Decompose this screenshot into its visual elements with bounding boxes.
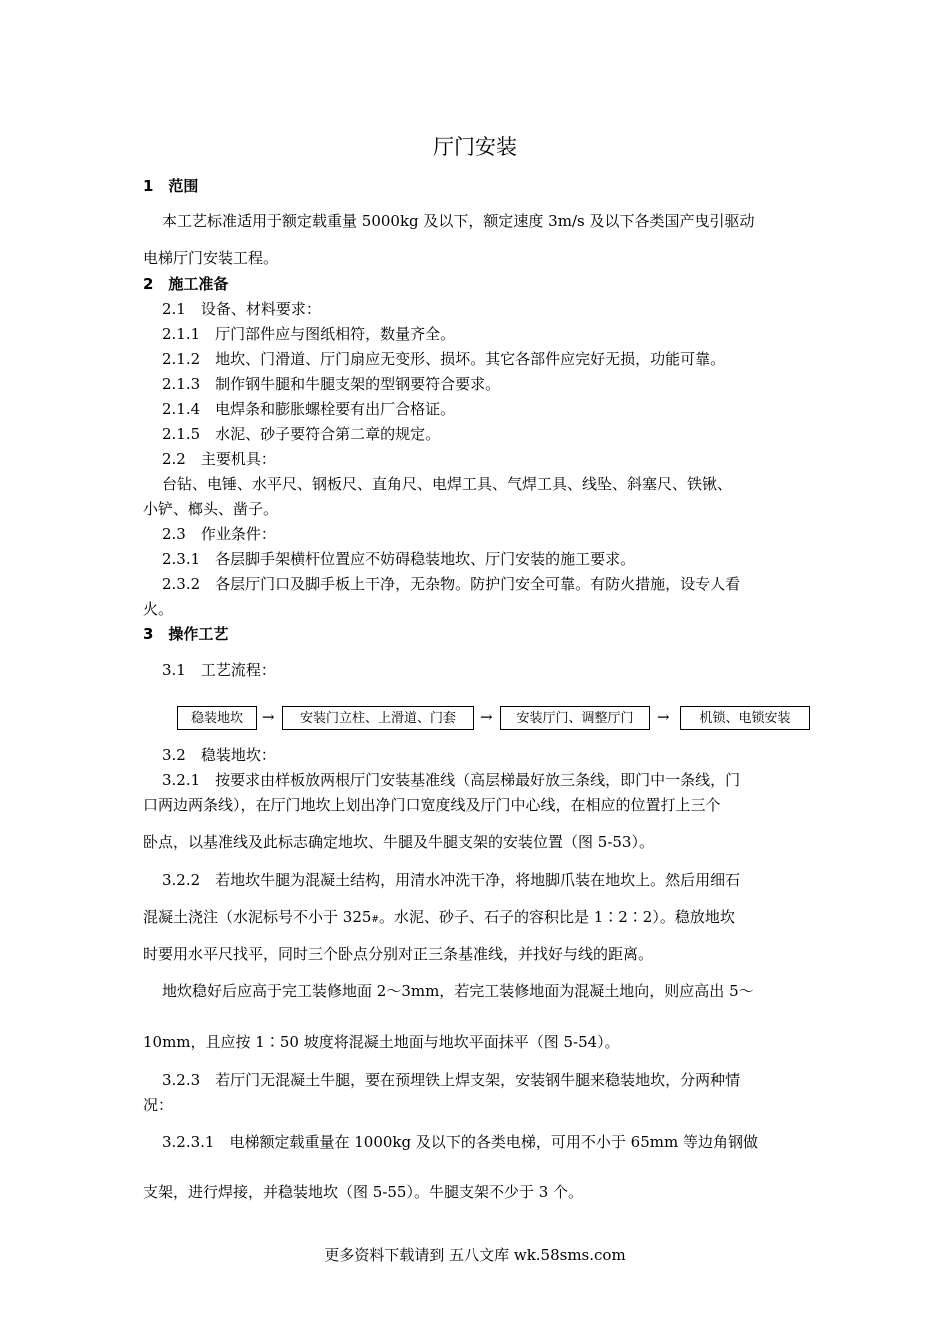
page-footer: 更多资料下载请到 五八文库 wk.58sms.com xyxy=(324,1246,626,1264)
section-3-1: 3.1 工艺流程： xyxy=(162,661,276,679)
flow-arrow-2: → xyxy=(480,708,493,726)
section-2-2: 2.2 主要机具： xyxy=(162,450,276,468)
section-3-2-3-1-line1: 3.2.3.1 电梯额定载重量在 1000kg 及以下的各类电梯，可用不小于 65mm 等边角钢做 xyxy=(162,1133,758,1151)
section-3-2-3-1-line2: 支架，进行焊接，并稳装地坎（图 5-55）。牛腿支架不少于 3 个。 xyxy=(143,1183,584,1201)
para-line1: 地炊稳好后应高于完工装修地面 2～3mm，若完工装修地面为混凝土地向，则应高出 5～ xyxy=(162,982,754,1000)
section-3-2-2-line2 xyxy=(143,907,735,930)
flow-step-1: 稳装地坎 xyxy=(177,706,257,730)
line2-sub: # xyxy=(371,915,379,925)
para-line2: 10mm，且应按 1∶50 坡度将混凝土地面与地坎平面抹平（图 5-54）。 xyxy=(143,1033,620,1051)
flow-step-4: 机锁、电锁安装 xyxy=(680,706,810,730)
section-3-2-1-line1: 3.2.1 按要求由样板放两根厅门安装基准线（高层梯最好放三条线，即门中一条线，门 xyxy=(162,771,741,789)
section-3-2: 3.2 稳装地坎： xyxy=(162,746,276,764)
section-2-3-2-line1: 2.3.2 各层厅门口及脚手板上干净，无杂物。防护门安全可靠。有防火措施，设专人看 xyxy=(162,575,741,593)
section-2-1-3: 2.1.3 制作钢牛腿和牛腿支架的型钢要符合要求。 xyxy=(162,375,501,393)
section-2-heading: 2 施工准备 xyxy=(143,275,229,293)
section-2-1-2: 2.1.2 地坎、门滑道、厅门扇应无变形、损坏。其它各部件应完好无损，功能可靠。 xyxy=(162,350,726,368)
tools-line1: 台钻、电锤、水平尺、钢板尺、直角尺、电焊工具、气焊工具、线坠、斜塞尺、铁锹、 xyxy=(162,475,733,493)
section-3-heading: 3 操作工艺 xyxy=(143,625,229,643)
section-2-1-4: 2.1.4 电焊条和膨胀螺栓要有出厂合格证。 xyxy=(162,400,456,418)
section-3-2-2-line1: 3.2.2 若地坎牛腿为混凝土结构，用清水冲洗干净，将地脚爪装在地坎上。然后用细石 xyxy=(162,871,741,889)
line2-post: 。水泥、砂子、石子的容积比是 1∶2∶2）。稳放地坎 xyxy=(378,908,735,926)
section-2-3: 2.3 作业条件： xyxy=(162,525,276,543)
section-1-para-line2: 电梯厅门安装工程。 xyxy=(143,249,279,267)
flow-arrow-1: → xyxy=(262,708,275,726)
section-2-3-1: 2.3.1 各层脚手架横杆位置应不妨碍稳装地坎、厅门安装的施工要求。 xyxy=(162,550,636,568)
section-2-1: 2.1 设备、材料要求： xyxy=(162,300,321,318)
flow-step-2: 安装门立柱、上滑道、门套 xyxy=(282,706,474,730)
section-3-2-3-line1: 3.2.3 若厅门无混凝土牛腿，要在预埋铁上焊支架，安装钢牛腿来稳装地坎，分两种情 xyxy=(162,1071,741,1089)
section-1-para-line1: 本工艺标准适用于额定载重量 5000kg 及以下，额定速度 3m/s 及以下各类国产曳引驱动 xyxy=(162,212,755,230)
section-3-2-1-line3: 卧点，以基准线及此标志确定地坎、牛腿及牛腿支架的安装位置（图 5-53）。 xyxy=(143,833,654,851)
section-3-2-3-line2: 况： xyxy=(143,1096,174,1114)
flow-arrow-3: → xyxy=(657,708,670,726)
page-title: 厅门安装 xyxy=(433,135,517,159)
line2-pre: 混凝土浇注（水泥标号不小于 325 xyxy=(143,908,372,926)
section-2-3-2-line2: 火。 xyxy=(143,600,174,618)
section-2-1-5: 2.1.5 水泥、砂子要符合第二章的规定。 xyxy=(162,425,441,443)
section-3-2-2-line3: 时要用水平尺找平，同时三个卧点分别对正三条基准线，并找好与线的距离。 xyxy=(143,945,654,963)
tools-line2: 小铲、榔头、凿子。 xyxy=(143,500,279,518)
section-3-2-1-line2: 口两边两条线），在厅门地坎上划出净门口宽度线及厅门中心线，在相应的位置打上三个 xyxy=(143,796,721,814)
section-1-heading: 1 范围 xyxy=(143,177,199,195)
flow-step-3: 安装厅门、调整厅门 xyxy=(500,706,650,730)
section-2-1-1: 2.1.1 厅门部件应与图纸相符，数量齐全。 xyxy=(162,325,456,343)
